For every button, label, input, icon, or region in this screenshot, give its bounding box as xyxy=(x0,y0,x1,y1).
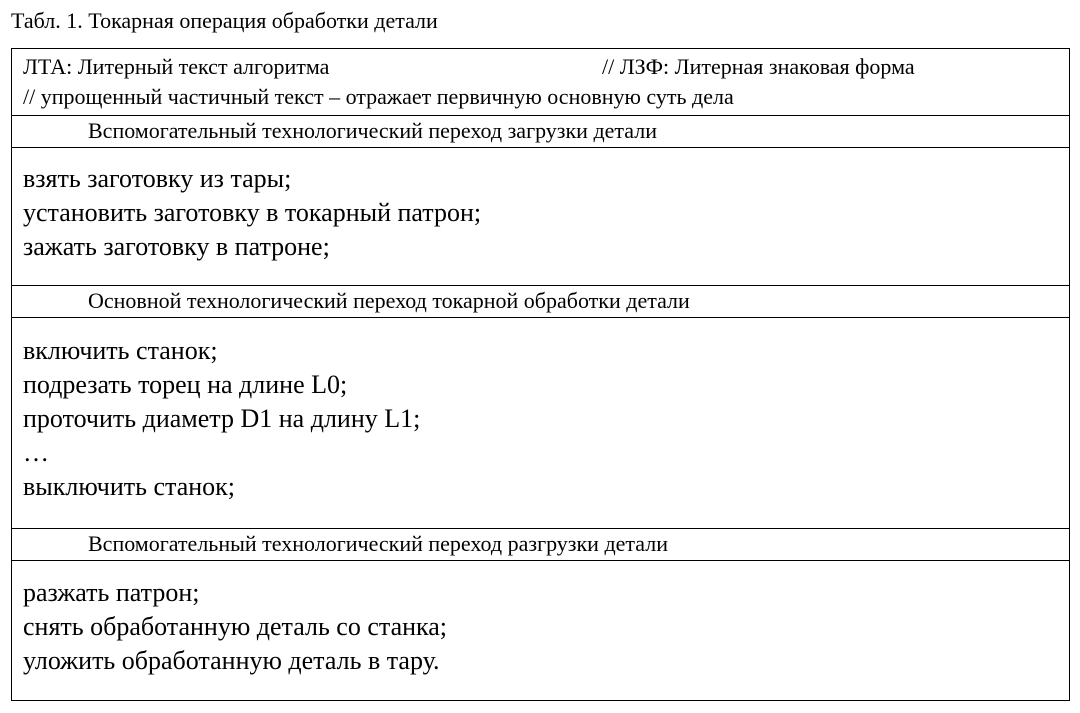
section-steps-row xyxy=(12,318,1069,529)
steps-list-loading xyxy=(23,162,481,264)
list-item: снять обработанную деталь со станка; xyxy=(23,612,448,641)
header-lzf: // ЛЗФ: Литерная знаковая форма xyxy=(602,54,915,79)
list-item: зажать заготовку в патроне; xyxy=(23,232,330,261)
steps-list-turning xyxy=(23,334,420,504)
list-item: проточить диаметр D1 на длину L1; xyxy=(23,404,421,433)
section-title-unloading: Вспомогательный технологический переход разгрузки детали xyxy=(88,531,669,556)
table-caption: Табл. 1. Токарная операция обработки детали xyxy=(11,8,438,33)
list-item: разжать патрон; xyxy=(23,578,200,607)
list-item: включить станок; xyxy=(23,336,218,365)
operation-table xyxy=(11,48,1070,701)
list-item: установить заготовку в токарный патрон; xyxy=(23,198,482,227)
section-title-row xyxy=(12,529,1069,561)
section-title-loading: Вспомогательный технологический переход загрузки детали xyxy=(88,118,658,143)
list-item: … xyxy=(23,438,49,467)
section-steps-row xyxy=(12,148,1069,286)
section-title-turning: Основной технологический переход токарной обработки детали xyxy=(88,288,690,313)
table-header-row xyxy=(12,49,1069,116)
section-title-row xyxy=(12,286,1069,318)
section-title-row xyxy=(12,116,1069,148)
list-item: выключить станок; xyxy=(23,472,236,501)
steps-list-unloading xyxy=(23,576,447,678)
header-lta: ЛТА: Литерный текст алгоритма xyxy=(23,54,330,79)
header-note: // упрощенный частичный текст – отражает первичную основную суть дела xyxy=(23,84,734,109)
list-item: взять заготовку из тары; xyxy=(23,164,292,193)
list-item: уложить обработанную деталь в тару. xyxy=(23,646,440,675)
list-item: подрезать торец на длине L0; xyxy=(23,370,348,399)
section-steps-row xyxy=(12,561,1069,700)
